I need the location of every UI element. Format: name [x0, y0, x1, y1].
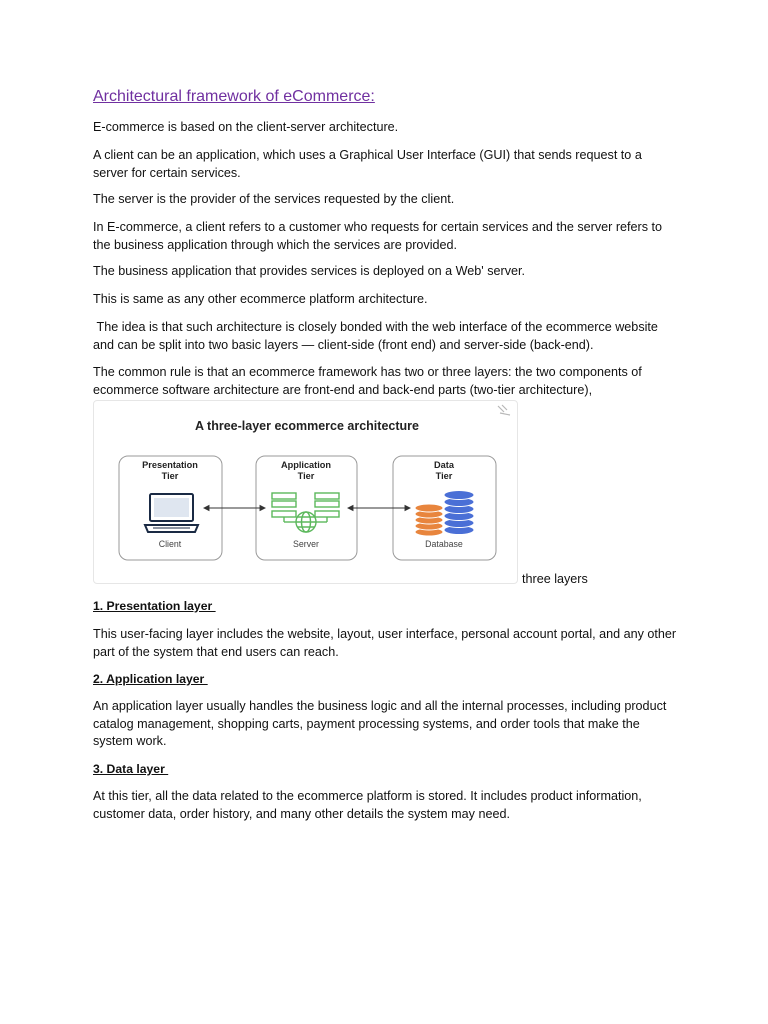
paragraph-server-definition: The server is the provider of the services requested by the client. — [93, 192, 455, 206]
application-tier-heading: Application — [280, 460, 332, 470]
presentation-tier-heading: Presentation — [142, 460, 198, 470]
paragraph-platform: This is same as any other ecommerce platform architecture. — [93, 292, 428, 306]
client-label: Client — [158, 539, 182, 549]
document-title: Architectural framework of eCommerce: — [93, 88, 375, 105]
figure-title: A three-layer ecommerce architecture — [195, 419, 419, 433]
paragraph-common-rule: The common rule is that an ecommerce framework has two or three layers: the two components of ecommerce software architecture are front-end and back-end parts (two-tier architecture), — [93, 365, 642, 397]
data-tier-heading: Data — [434, 460, 454, 470]
section-text-presentation: This user-facing layer includes the website, layout, user interface, personal account portal, and any other part of the system that end users can reach. — [93, 627, 677, 659]
paragraph-web-server: The business application that provides services is deployed on a Web' server. — [93, 264, 525, 278]
application-tier-subheading: Tier — [297, 471, 315, 481]
section-text-application: An application layer usually handles the business logic and all the internal processes, including product catalog management, shopping carts, payment processing systems, and order tools that make the system work. — [93, 699, 667, 748]
section-heading-data: 3. Data layer — [93, 762, 169, 776]
presentation-tier-subheading: Tier — [161, 471, 179, 481]
paragraph-layers-idea: The idea is that such architecture is closely bonded with the web interface of the ecommerce website and can be split into two basic layers — client-side (front end) and server-side (back-end). — [93, 320, 662, 352]
paragraph-client-server: E-commerce is based on the client-server architecture. — [93, 120, 399, 134]
data-tier-subheading: Tier — [435, 471, 453, 481]
computer-icon — [145, 494, 198, 532]
section-text-data: At this tier, all the data related to the ecommerce platform is stored. It includes product information, customer data, order history, and many other details the system may need. — [93, 789, 642, 821]
server-label: Server — [293, 539, 319, 549]
figure-caption: three layers — [522, 572, 588, 586]
paragraph-ecommerce-client: In E-commerce, a client refers to a customer who requests for certain services and the server refers to the business application through which the services are provided. — [93, 220, 663, 252]
watermark-icon — [498, 405, 510, 415]
architecture-figure — [93, 400, 518, 584]
section-heading-application: 2. Application layer — [93, 672, 208, 686]
paragraph-client-definition: A client can be an application, which uses a Graphical User Interface (GUI) that sends request to a server for certain services. — [93, 148, 642, 180]
section-heading-presentation: 1. Presentation layer — [93, 599, 216, 613]
database-label: Database — [425, 539, 463, 549]
